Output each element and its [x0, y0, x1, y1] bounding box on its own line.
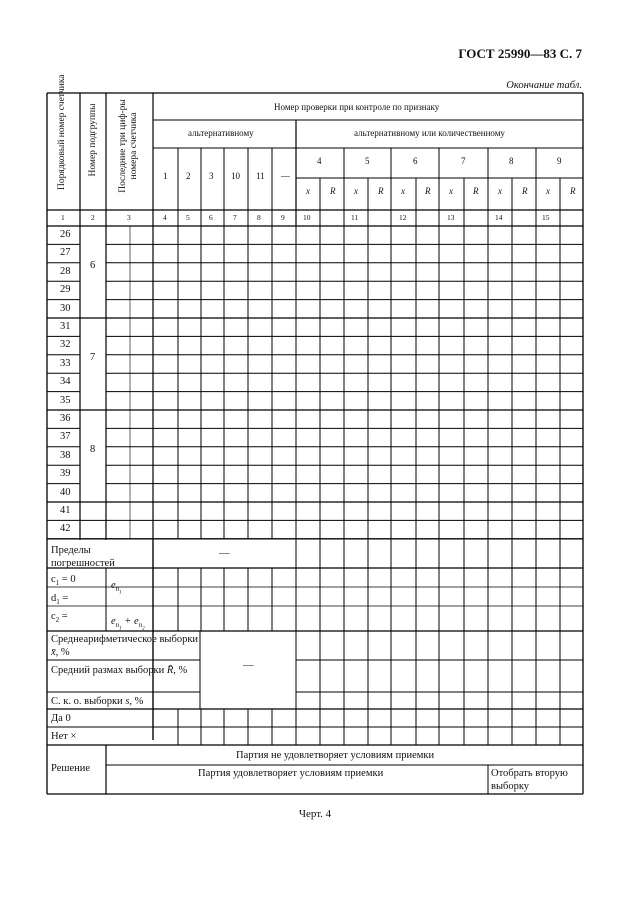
col-header-subgroup: Номер подгруппы	[88, 103, 98, 177]
yes-label: Да 0	[51, 713, 71, 724]
x-label: x	[354, 186, 358, 196]
index-cell: 1	[61, 213, 65, 222]
r-label: R	[570, 186, 576, 196]
second-sample-text: Отобрать вторую выборку	[491, 768, 568, 792]
index-cell: 3	[127, 213, 131, 222]
alt-check-number: 2	[186, 171, 191, 181]
r-label: R	[522, 186, 528, 196]
d1-label: $d_1$ =	[51, 593, 69, 607]
row-number: 38	[60, 449, 71, 461]
alt-check-number: —	[281, 171, 290, 181]
header-alt-or-quant: альтернативному или количественному	[354, 128, 505, 138]
index-cell: 13	[447, 213, 455, 222]
x-label: x	[449, 186, 453, 196]
index-cell: 11	[351, 213, 359, 222]
r-label: R	[378, 186, 384, 196]
index-cell: 6	[209, 213, 213, 222]
row-number: 40	[60, 486, 71, 498]
x-label: x	[306, 186, 310, 196]
x-label: x	[546, 186, 550, 196]
en1-label: $e_{n_1}$	[111, 580, 122, 596]
row-number: 29	[60, 284, 71, 296]
index-cell: 4	[163, 213, 167, 222]
r-label: R	[425, 186, 431, 196]
table-continuation-note: Окончание табл.	[506, 80, 582, 91]
quant-check-number: 8	[509, 156, 514, 166]
index-cell: 8	[257, 213, 261, 222]
index-cell: 12	[399, 213, 407, 222]
no-label: Нет ×	[51, 731, 77, 742]
index-cell: 2	[91, 213, 95, 222]
subgroup-6: 6	[90, 260, 96, 271]
decision-label: Решение	[51, 763, 91, 774]
index-cell: 7	[233, 213, 237, 222]
alt-check-number: 1	[163, 171, 168, 181]
c1-label: $c_1 = 0$	[51, 574, 76, 588]
index-cell: 15	[542, 213, 550, 222]
row-number: 30	[60, 302, 71, 314]
quant-check-number: 7	[461, 156, 466, 166]
std-label: С. к. о. выборки s, %	[51, 696, 144, 707]
x-label: x	[401, 186, 405, 196]
mean-label: Среднеарифметическое выборки x̄, %	[51, 634, 199, 658]
row-number: 26	[60, 229, 71, 240]
row-number: 39	[60, 468, 71, 480]
row-number: 36	[60, 413, 71, 424]
row-number: 27	[60, 247, 71, 259]
en1-en2-label: $e_{n_1} + e_{n_2}$	[111, 616, 145, 632]
row-number: 34	[60, 376, 71, 388]
row-number: 28	[60, 265, 71, 277]
row-number: 32	[60, 339, 71, 351]
col-header-last-digits: Последние три циф-ры номера счетчика	[118, 99, 139, 193]
c2-label: $c_2$ =	[51, 611, 68, 625]
quant-check-number: 5	[365, 156, 370, 166]
quant-check-number: 6	[413, 156, 418, 166]
subgroup-8: 8	[90, 444, 96, 455]
row-number: 37	[60, 431, 71, 443]
header-check-number: Номер проверки при контроле по признаку	[274, 102, 440, 112]
index-cell: 5	[186, 213, 190, 222]
quant-check-number: 9	[557, 156, 562, 166]
not-accept-text: Партия не удовлетворяет условиям приемки	[236, 750, 435, 761]
limits-dash: —	[219, 548, 230, 559]
row-number: 31	[60, 321, 71, 332]
index-cell: 14	[495, 213, 503, 222]
row-number: 35	[60, 394, 71, 406]
figure-caption: Черт. 4	[298, 808, 332, 820]
accept-text: Партия удовлетворяет условиям приемки	[198, 768, 384, 779]
alt-check-number: 11	[256, 171, 265, 181]
subgroup-7: 7	[90, 352, 96, 363]
col-header-serial-number: Порядковый номер счетчика	[57, 74, 67, 190]
row-number: 33	[60, 357, 71, 369]
alt-check-number: 10	[231, 171, 240, 181]
limits-label: Пределы погрешностей	[51, 545, 115, 569]
page-header: ГОСТ 25990—83 С. 7	[458, 46, 582, 61]
r-label: R	[473, 186, 479, 196]
quant-check-number: 4	[317, 156, 322, 166]
index-cell: 9	[281, 213, 285, 222]
alt-check-number: 3	[209, 171, 214, 181]
header-alternative: альтернативному	[188, 128, 254, 138]
x-label: x	[498, 186, 502, 196]
r-label: R	[330, 186, 336, 196]
row-number: 42	[60, 523, 71, 535]
row-number: 41	[60, 505, 71, 516]
index-cell: 10	[303, 213, 311, 222]
stats-dash: —	[243, 660, 254, 671]
range-label: Средний размах выборки R̄, %	[51, 665, 188, 676]
